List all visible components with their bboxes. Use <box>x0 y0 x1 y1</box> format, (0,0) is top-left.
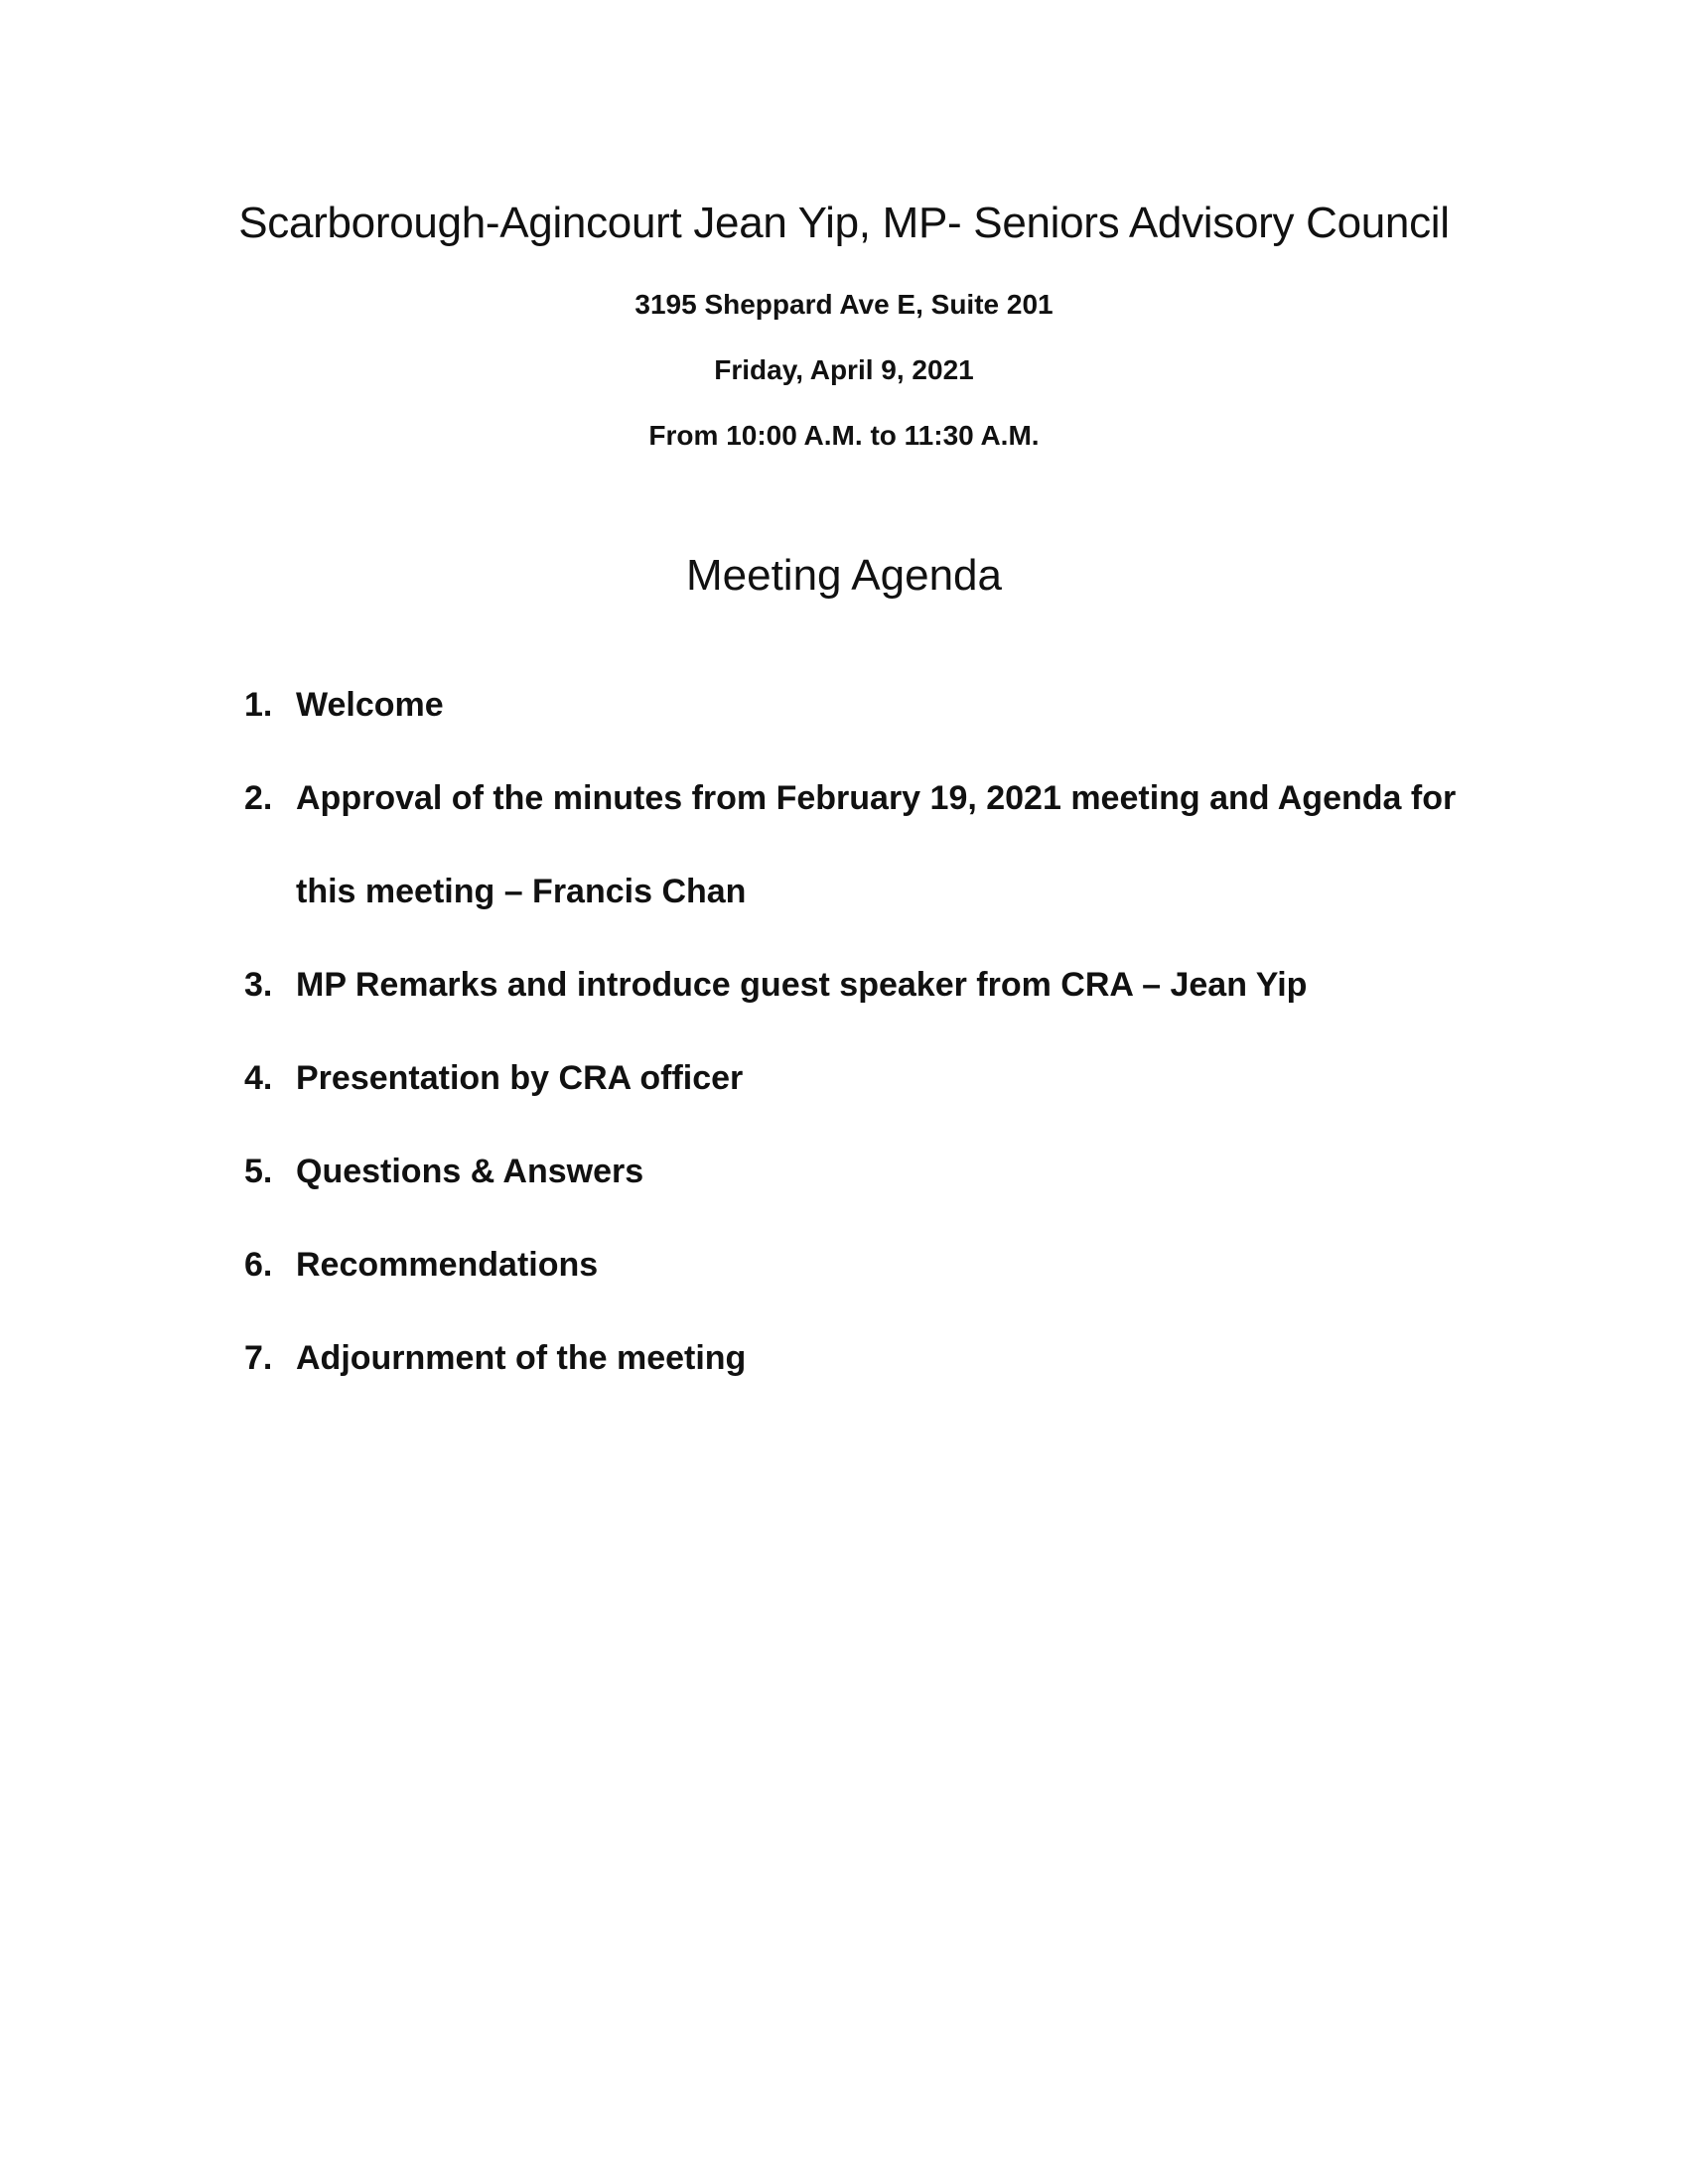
agenda-item-text-continuation: this meeting – Francis Chan <box>296 873 747 910</box>
agenda-item-recommendations <box>244 1218 1515 1311</box>
agenda-item-questions-answers <box>244 1125 1515 1218</box>
agenda-item-adjournment <box>244 1311 1515 1405</box>
agenda-item-number: 1. <box>244 686 273 724</box>
agenda-item-text: Questions & Answers <box>296 1153 644 1190</box>
agenda-item-mp-remarks <box>244 938 1515 1031</box>
agenda-item-welcome <box>244 658 1515 751</box>
agenda-item-text: Adjournment of the meeting <box>296 1339 747 1377</box>
agenda-item-number: 3. <box>244 966 273 1004</box>
agenda-item-number: 4. <box>244 1059 273 1097</box>
agenda-heading: Meeting Agenda <box>685 551 1003 600</box>
agenda-item-approval-of-minutes <box>244 751 1515 938</box>
agenda-item-text: MP Remarks and introduce guest speaker from CRA – Jean Yip <box>296 966 1308 1004</box>
agenda-item-cra-presentation <box>244 1031 1515 1125</box>
agenda-item-number: 2. <box>244 779 273 817</box>
meeting-address: 3195 Sheppard Ave E, Suite 201 <box>634 289 1054 320</box>
meeting-time: From 10:00 A.M. to 11:30 A.M. <box>648 420 1040 451</box>
agenda-item-number: 5. <box>244 1153 273 1190</box>
meeting-date: Friday, April 9, 2021 <box>714 354 974 385</box>
agenda-item-text: Recommendations <box>296 1246 599 1284</box>
council-title: Scarborough-Agincourt Jean Yip, MP- Seniors Advisory Council <box>238 199 1450 247</box>
agenda-item-number: 6. <box>244 1246 273 1284</box>
agenda-item-text: Presentation by CRA officer <box>296 1059 744 1097</box>
agenda-item-text: Approval of the minutes from February 19, 2021 meeting and Agenda for <box>296 779 1457 817</box>
agenda-item-number: 7. <box>244 1339 273 1377</box>
agenda-item-text: Welcome <box>296 686 444 724</box>
